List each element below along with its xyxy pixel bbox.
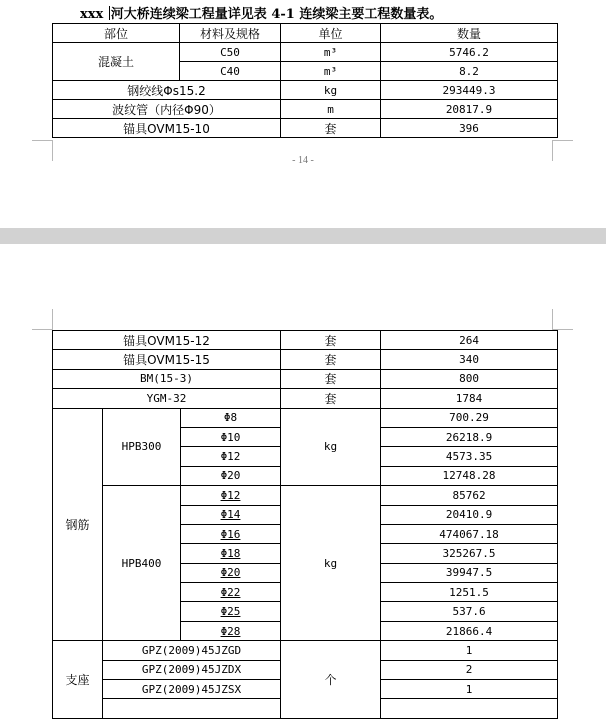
qty-cell: 21866.4 <box>381 621 558 640</box>
diameter-cell <box>181 583 281 602</box>
table-row <box>53 408 558 427</box>
diameter-text: Φ16 <box>220 527 241 541</box>
concrete-label: 混凝土 <box>53 43 180 81</box>
qty-cell: 85762 <box>381 486 558 505</box>
qty-cell: 1 <box>381 680 558 699</box>
table-row <box>53 486 558 505</box>
item-name: 波纹管（内径Φ90） <box>53 100 281 119</box>
qty-cell: 2 <box>381 660 558 679</box>
header-qty: 数量 <box>381 24 558 43</box>
qty-cell: 1784 <box>381 389 558 408</box>
diameter-cell: Φ12 <box>181 447 281 466</box>
text-cursor <box>109 6 110 20</box>
spec-cell: C40 <box>180 62 281 81</box>
item-name: 钢绞线Φs15.2 <box>53 81 281 100</box>
unit-cell: kg <box>281 408 381 486</box>
item-name: 锚具OVM15-15 <box>53 350 281 369</box>
item-name: GPZ(2009)45JZGD <box>103 641 281 660</box>
table-caption <box>80 3 442 22</box>
table-row <box>53 331 558 350</box>
unit-cell: m³ <box>281 62 381 81</box>
unit-cell: kg <box>281 81 381 100</box>
unit-cell: 套 <box>281 369 381 388</box>
item-name: 锚具OVM15-12 <box>53 331 281 350</box>
unit-cell: kg <box>281 486 381 641</box>
diameter-cell <box>181 621 281 640</box>
unit-cell: 套 <box>281 331 381 350</box>
qty-cell: 5746.2 <box>381 43 558 62</box>
diameter-cell <box>181 486 281 505</box>
qty-cell: 4573.35 <box>381 447 558 466</box>
qty-cell: 537.6 <box>381 602 558 621</box>
qty-cell: 1251.5 <box>381 583 558 602</box>
item-name: YGM-32 <box>53 389 281 408</box>
page-number: - 14 - <box>292 155 314 166</box>
qty-cell: 293449.3 <box>381 81 558 100</box>
table-row <box>53 389 558 408</box>
table-row <box>53 369 558 388</box>
table-row <box>53 100 558 119</box>
qty-cell: 264 <box>381 331 558 350</box>
document-page-1 <box>0 0 606 228</box>
qty-cell: 325267.5 <box>381 544 558 563</box>
diameter-text: Φ12 <box>220 488 241 502</box>
diameter-text: Φ25 <box>220 605 241 619</box>
quantity-table-top <box>52 23 558 138</box>
grade-label: HPB400 <box>103 486 181 641</box>
qty-cell: 396 <box>381 119 558 138</box>
qty-cell: 20817.9 <box>381 100 558 119</box>
qty-cell: 26218.9 <box>381 427 558 446</box>
diameter-text: Φ28 <box>220 624 241 638</box>
table-row <box>53 43 558 62</box>
grade-label: HPB300 <box>103 408 181 486</box>
item-name: GPZ(2009)45JZSX <box>103 680 281 699</box>
caption-prefix: xxx <box>80 7 104 22</box>
diameter-text: Φ20 <box>220 566 241 580</box>
unit-cell: 套 <box>281 350 381 369</box>
diameter-cell <box>181 563 281 582</box>
unit-cell: 套 <box>281 389 381 408</box>
table-row <box>53 350 558 369</box>
qty-cell: 20410.9 <box>381 505 558 524</box>
margin-mark <box>32 309 53 330</box>
table-row <box>53 641 558 660</box>
unit-cell: m <box>281 100 381 119</box>
unit-cell: 个 <box>281 641 381 719</box>
caption-text: 河大桥连续梁工程量详见表 4-1 连续梁主要工程数量表。 <box>110 7 443 22</box>
item-name: 锚具OVM15-10 <box>53 119 281 138</box>
qty-cell-cut-off <box>381 699 558 718</box>
diameter-cell: Φ20 <box>181 466 281 485</box>
header-part: 部位 <box>53 24 180 43</box>
qty-cell: 1 <box>381 641 558 660</box>
diameter-cell <box>181 602 281 621</box>
quantity-table-continued <box>52 330 558 719</box>
diameter-text: Φ18 <box>220 546 241 560</box>
qty-cell: 340 <box>381 350 558 369</box>
header-spec: 材料及规格 <box>180 24 281 43</box>
diameter-text: Φ22 <box>220 585 241 599</box>
qty-cell: 12748.28 <box>381 466 558 485</box>
qty-cell: 474067.18 <box>381 524 558 543</box>
qty-cell: 8.2 <box>381 62 558 81</box>
table-row <box>53 81 558 100</box>
table-row <box>53 119 558 138</box>
margin-mark <box>552 309 573 330</box>
table-header-row <box>53 24 558 43</box>
item-name: BM(15-3) <box>53 369 281 388</box>
diameter-cell <box>181 524 281 543</box>
rebar-label: 钢筋 <box>53 408 103 641</box>
spec-cell: C50 <box>180 43 281 62</box>
diameter-text: Φ14 <box>220 508 241 522</box>
item-name: GPZ(2009)45JZDX <box>103 660 281 679</box>
item-name-cut-off <box>103 699 281 718</box>
bearing-label: 支座 <box>53 641 103 719</box>
page-gap <box>0 228 606 244</box>
header-unit: 单位 <box>281 24 381 43</box>
diameter-cell: Φ8 <box>181 408 281 427</box>
qty-cell: 700.29 <box>381 408 558 427</box>
diameter-cell <box>181 544 281 563</box>
unit-cell: 套 <box>281 119 381 138</box>
qty-cell: 800 <box>381 369 558 388</box>
diameter-cell <box>181 505 281 524</box>
diameter-cell: Φ10 <box>181 427 281 446</box>
qty-cell: 39947.5 <box>381 563 558 582</box>
unit-cell: m³ <box>281 43 381 62</box>
